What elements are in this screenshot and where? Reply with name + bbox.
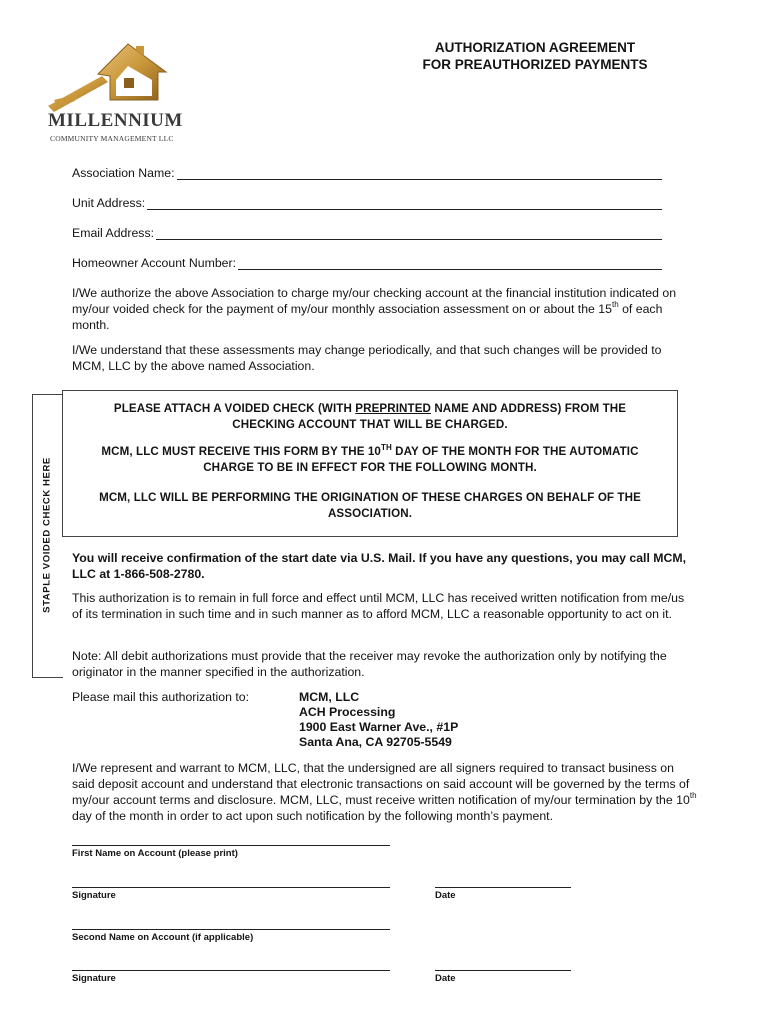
title-line-1: AUTHORIZATION AGREEMENT [434, 40, 636, 55]
note-paragraph: Note: All debit authorizations must provide that the receiver may revoke the authorization only by notifying the originator in the manner specified in the authorization. [72, 649, 667, 679]
second-name-line[interactable] [72, 929, 390, 930]
authorize-paragraph: I/We authorize the above Association to charge my/our checking account at the financial institution indicated on my/our voided check for the payment of my/our monthly association assessment on or about the 15th of each month. [72, 286, 677, 332]
date-1-line[interactable] [435, 887, 571, 888]
email-address-label: Email Address: [72, 226, 155, 240]
understand-paragraph: I/We understand that these assessments may change periodically, and that such changes will be provided to MCM, LLC by the above named Association. [72, 343, 662, 373]
mail-label: Please mail this authorization to: [72, 690, 250, 704]
account-number-field[interactable] [72, 256, 662, 270]
logo-subtitle: COMMUNITY MANAGEMENT LLC [50, 134, 174, 143]
logo-wordmark: MILLENNIUM [48, 110, 183, 131]
mailing-address: MCM, LLC ACH Processing 1900 East Warner Ave., #1P Santa Ana, CA 92705-5549 [299, 690, 459, 749]
association-name-line[interactable] [177, 166, 662, 180]
represent-paragraph: I/We represent and warrant to MCM, LLC, that the undersigned are all signers required to transact business on said deposit account and understand that electronic transactions on said account will be governed by the terms of my/our account terms and disclosure. MCM, LLC, must receive written notification of my/our termination by the 10th day of the month in order to act upon such notification by the following month’s payment. [72, 761, 697, 823]
first-name-line[interactable] [72, 845, 390, 846]
unit-address-label: Unit Address: [72, 196, 146, 210]
signature-1-label: Signature [72, 890, 116, 901]
second-name-label: Second Name on Account (if applicable) [72, 932, 254, 943]
signature-2-line[interactable] [72, 970, 390, 971]
confirmation-paragraph: You will receive confirmation of the start date via U.S. Mail. If you have any questions, you may call MCM, LLC at 1-866-508-2780. [72, 551, 687, 581]
email-address-field[interactable] [72, 226, 662, 240]
date-2-line[interactable] [435, 970, 571, 971]
origination-notice: MCM, LLC WILL BE PERFORMING THE ORIGINATION OF THESE CHARGES ON BEHALF OF THE ASSOCIATION. [99, 491, 641, 520]
association-name-field[interactable] [72, 166, 662, 180]
title-line-2: FOR PREAUTHORIZED PAYMENTS [422, 57, 648, 72]
signature-1-line[interactable] [72, 887, 390, 888]
account-number-label: Homeowner Account Number: [72, 256, 237, 270]
association-name-label: Association Name: [72, 166, 175, 180]
date-1-label: Date [435, 890, 456, 901]
deadline-notice: MCM, LLC MUST RECEIVE THIS FORM BY THE 10TH DAY OF THE MONTH FOR THE AUTOMATIC CHARGE TO BE IN EFFECT FOR THE FOLLOWING MONTH. [101, 443, 639, 474]
signature-2-label: Signature [72, 973, 116, 984]
unit-address-field[interactable] [72, 196, 662, 210]
email-address-line[interactable] [156, 226, 662, 240]
force-paragraph: This authorization is to remain in full force and effect until MCM, LLC has received written notification from me/us of its termination in such time and in such manner as to afford MCM, LLC a reasonable opportunity to act on it. [72, 591, 685, 621]
account-number-line[interactable] [238, 256, 662, 270]
company-logo [40, 36, 190, 148]
first-name-label: First Name on Account (please print) [72, 848, 238, 859]
key-house-icon [40, 36, 190, 116]
notice-box [62, 390, 678, 537]
date-2-label: Date [435, 973, 456, 984]
unit-address-line[interactable] [147, 196, 662, 210]
staple-label: STAPLE VOIDED CHECK HERE [41, 457, 53, 613]
attach-check-notice: PLEASE ATTACH A VOIDED CHECK (WITH PREPRINTED NAME AND ADDRESS) FROM THE CHECKING ACCOUNT THAT WILL BE CHARGED. [113, 402, 627, 431]
form-title [390, 39, 680, 73]
